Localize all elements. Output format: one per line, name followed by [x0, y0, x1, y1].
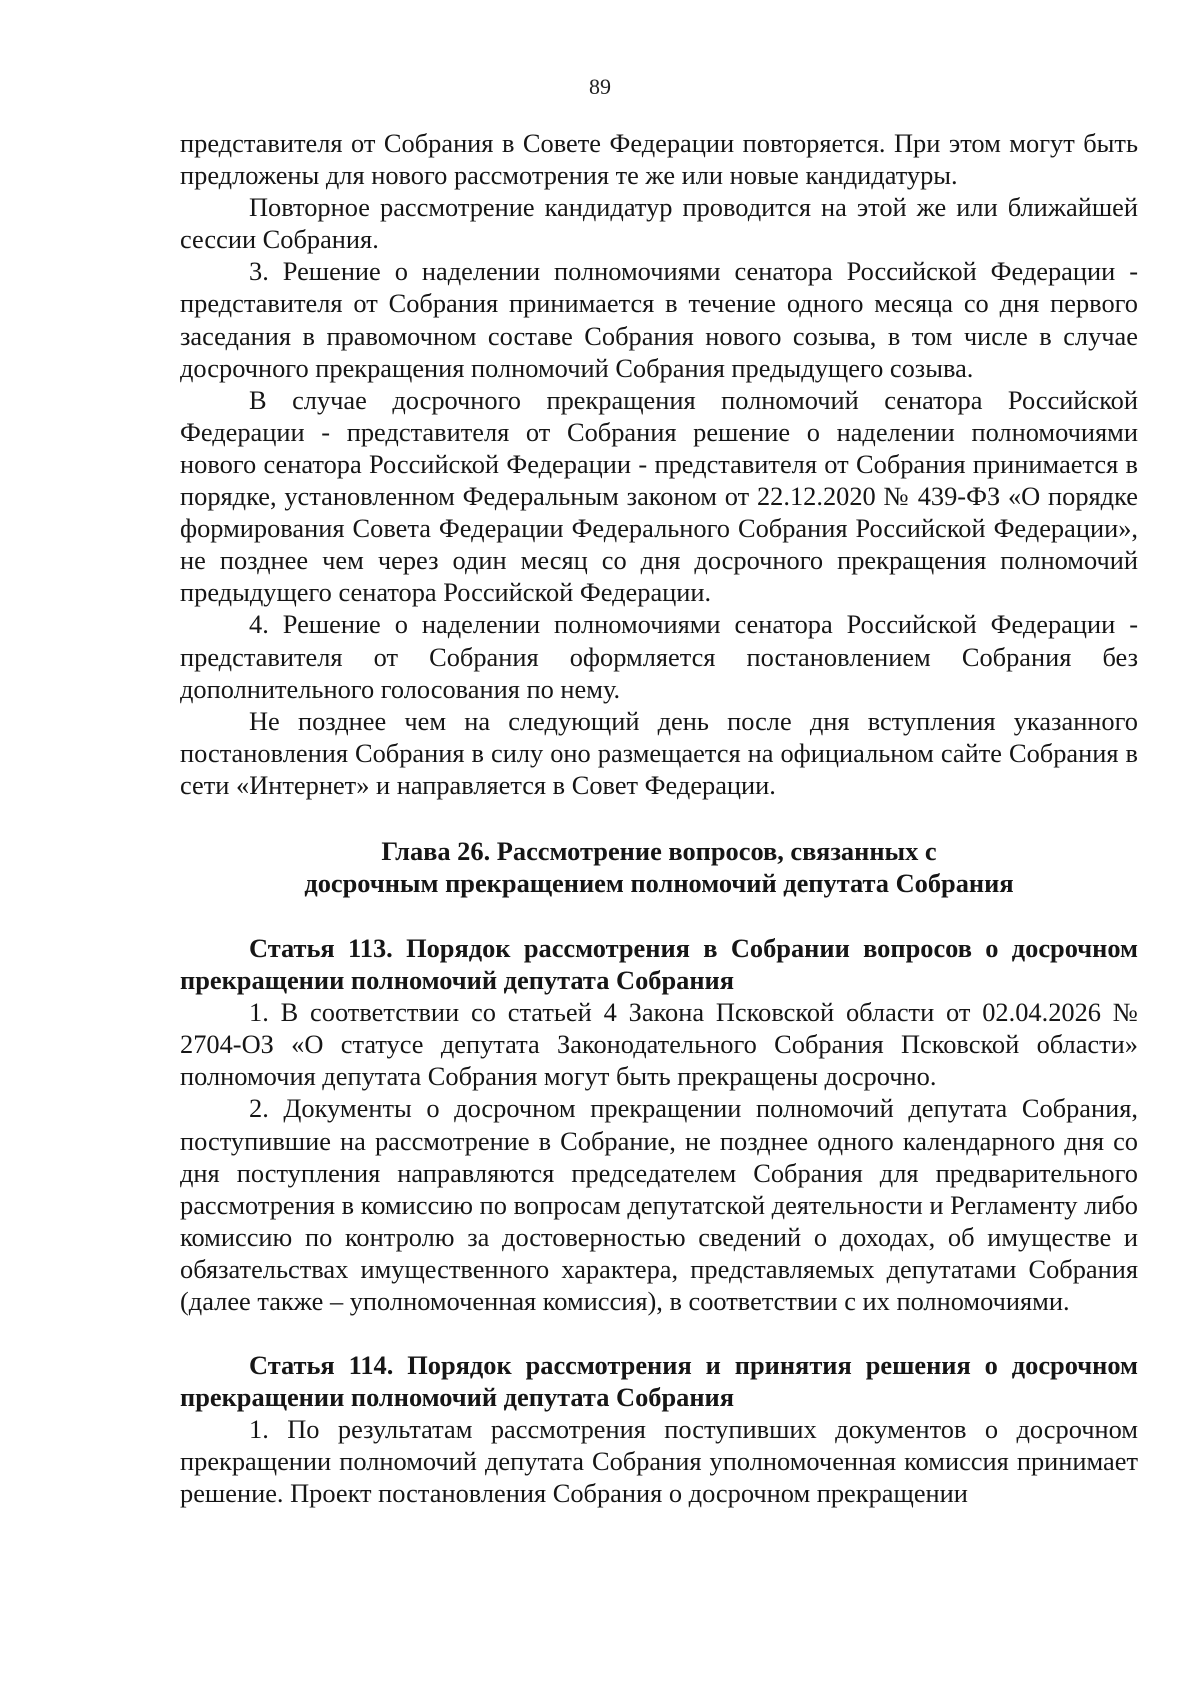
article-heading: Статья 114. Порядок рассмотрения и принятия решения о досрочном прекращении полномочий депутата Собрания [180, 1350, 1138, 1413]
paragraph: представителя от Собрания в Совете Федерации повторяется. При этом могут быть предложены для нового рассмотрения те же или новые кандидатуры. [180, 128, 1138, 191]
chapter-heading-line: Глава 26. Рассмотрение вопросов, связанных с [381, 835, 937, 866]
page-number: 89 [589, 74, 611, 99]
paragraph: 4. Решение о наделении полномочиями сенатора Российской Федерации - представителя от Собрания оформляется постановлением Собрания без дополнительного голосования по нему. [180, 609, 1138, 704]
paragraph: В случае досрочного прекращения полномочий сенатора Российской Федерации - представителя от Собрания решение о наделении полномочиями нового сенатора Российской Федерации - представителя от Собрания принимается в порядке, установленном Федеральным законом от 22.12.2020 № 439-ФЗ «О порядке формирования Совета Федерации Федерального Собрания Российской Федерации», не позднее чем через один месяц со дня досрочного прекращения полномочий предыдущего сенатора Российской Федерации. [180, 384, 1138, 608]
document-body [180, 127, 1138, 1510]
chapter-heading [180, 835, 1138, 900]
paragraph: Не позднее чем на следующий день после дня вступления указанного постановления Собрания в силу оно размещается на официальном сайте Собрания в сети «Интернет» и направляется в Совет Федерации. [180, 705, 1138, 800]
section-spacer [180, 1317, 1138, 1349]
article-heading: Статья 113. Порядок рассмотрения в Собрании вопросов о досрочном прекращении полномочий депутата Собрания [180, 932, 1138, 996]
paragraph: 2. Документы о досрочном прекращении полномочий депутата Собрания, поступившие на рассмотрение в Собрание, не позднее одного календарного дня со дня поступления направляются председателем Собрания для предварительного рассмотрения в комиссию по вопросам депутатской деятельности и Регламенту либо комиссию по контролю за достоверностью сведений о доходах, об имуществе и обязательствах имущественного характера, представляемых депутатами Собрания (далее также – уполномоченная комиссия), в соответствии с их полномочиями. [180, 1093, 1138, 1316]
paragraph: 3. Решение о наделении полномочиями сенатора Российской Федерации - представителя от Собрания принимается в течение одного месяца со дня первого заседания в правомочном составе Собрания нового созыва, в том числе в случае досрочного прекращения полномочий Собрания предыдущего созыва. [180, 256, 1138, 383]
paragraph: 1. По результатам рассмотрения поступивших документов о досрочном прекращении полномочий депутата Собрания уполномоченная комиссия принимает решение. Проект постановления Собрания о досрочном прекращении [180, 1414, 1138, 1509]
chapter-heading-line: досрочным прекращением полномочий депутата Собрания [304, 868, 1014, 899]
paragraph: 1. В соответствии со статьей 4 Закона Псковской области от 02.04.2026 № 2704-ОЗ «О статусе депутата Законодательного Собрания Псковской области» полномочия депутата Собрания могут быть прекращены досрочно. [180, 997, 1138, 1092]
paragraph: Повторное рассмотрение кандидатур проводится на этой же или ближайшей сессии Собрания. [180, 192, 1138, 255]
